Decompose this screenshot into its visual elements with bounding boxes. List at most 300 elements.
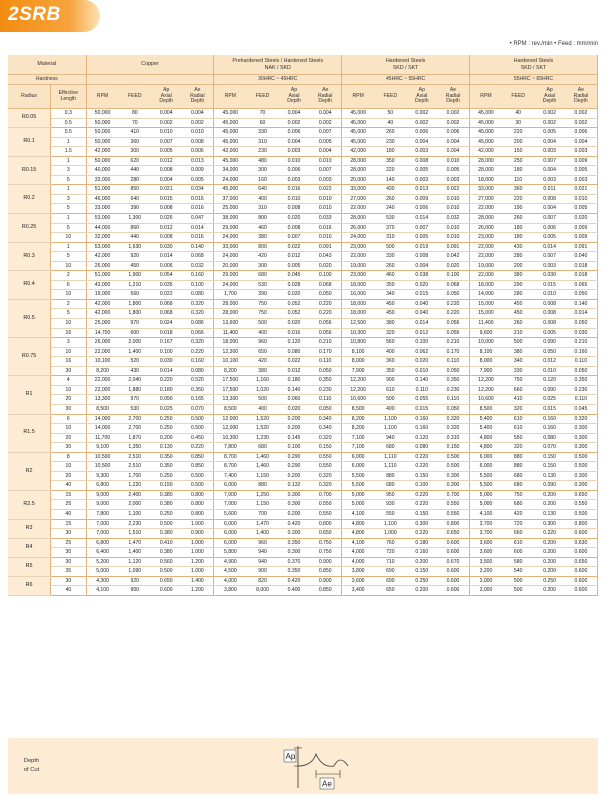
value-cell: 0.250 (151, 414, 181, 424)
radius-cell: R1 (8, 376, 51, 414)
value-cell: 22,000 (342, 252, 374, 262)
value-cell: 22,000 (469, 252, 501, 262)
value-cell: 4,800 (469, 443, 501, 453)
value-cell: 50,000 (86, 156, 118, 166)
value-cell: 0.030 (151, 242, 181, 252)
table-row (8, 414, 598, 424)
value-cell: 0.090 (534, 481, 564, 491)
value-cell: 0.015 (407, 404, 437, 414)
value-cell: 500 (502, 576, 534, 586)
value-cell: 320 (374, 328, 406, 338)
material-hardness: 45HRC ~ 55HRC (342, 75, 470, 85)
column-header: RPM (342, 85, 374, 109)
value-cell: 23,000 (469, 233, 501, 243)
length-cell: 20 (51, 395, 87, 405)
value-cell: 0.045 (565, 404, 598, 414)
table-row (8, 156, 598, 166)
value-cell: 0.008 (534, 309, 564, 319)
value-cell: 0.014 (407, 319, 437, 329)
value-cell: 920 (119, 252, 151, 262)
value-cell: 1,110 (374, 462, 406, 472)
value-cell: 0.100 (181, 280, 213, 290)
value-cell: 360 (119, 137, 151, 147)
value-cell: 0.040 (407, 299, 437, 309)
material-name: Hardened Steels SKD / SKT (469, 55, 597, 75)
value-cell: 3,000 (469, 586, 501, 596)
value-cell: 5,400 (469, 424, 501, 434)
value-cell: 650 (246, 347, 278, 357)
value-cell: 0.650 (565, 557, 598, 567)
value-cell: 0.054 (151, 271, 181, 281)
table-row (8, 223, 598, 233)
value-cell: 1,460 (246, 452, 278, 462)
value-cell: 0.350 (181, 385, 213, 395)
value-cell: 0.010 (565, 194, 598, 204)
value-cell: 0.043 (309, 252, 341, 262)
table-row (8, 395, 598, 405)
value-cell: 0.090 (151, 395, 181, 405)
value-cell: 0.750 (309, 538, 341, 548)
value-cell: 0.800 (181, 509, 213, 519)
value-cell: 1,800 (119, 309, 151, 319)
value-cell: 0.100 (309, 271, 341, 281)
value-cell: 220 (502, 128, 534, 138)
value-cell: 7,900 (342, 366, 374, 376)
value-cell: 0.600 (437, 586, 469, 596)
value-cell: 610 (502, 424, 534, 434)
table-row (8, 538, 598, 548)
radius-cell: R0.4 (8, 271, 51, 300)
value-cell: 50 (374, 109, 406, 119)
value-cell: 18,000 (342, 299, 374, 309)
value-cell: 10,100 (214, 357, 246, 367)
value-cell: 28,000 (342, 214, 374, 224)
value-cell: 0.006 (279, 128, 309, 138)
value-cell: 6,000 (214, 519, 246, 529)
value-cell: 0.008 (534, 299, 564, 309)
depth-of-cut-label: Depth of Cut (23, 758, 40, 773)
value-cell: 28,000 (469, 214, 501, 224)
value-cell: 340 (502, 357, 534, 367)
value-cell: 0.015 (534, 404, 564, 414)
value-cell: 0.900 (309, 576, 341, 586)
value-cell: 750 (502, 376, 534, 386)
value-cell: 660 (502, 529, 534, 539)
value-cell: 11,700 (86, 433, 118, 443)
radius-cell: R0.2 (8, 185, 51, 214)
value-cell: 0.150 (534, 452, 564, 462)
value-cell: 0.160 (407, 548, 437, 558)
value-cell: 0.002 (181, 118, 213, 128)
material-hardness (86, 75, 214, 85)
length-cell: 10 (51, 347, 87, 357)
value-cell: 680 (374, 481, 406, 491)
value-cell: 12,200 (469, 385, 501, 395)
value-cell: 0.009 (565, 156, 598, 166)
value-cell: 0.600 (437, 576, 469, 586)
value-cell: 0.160 (181, 357, 213, 367)
value-cell: 940 (246, 557, 278, 567)
value-cell: 0.800 (309, 519, 341, 529)
length-cell: 30 (51, 443, 87, 453)
value-cell: 200 (502, 261, 534, 271)
value-cell: 0.008 (534, 319, 564, 329)
value-cell: 320 (502, 404, 534, 414)
value-cell: 8,500 (342, 404, 374, 414)
radius-cell: R0.3 (8, 242, 51, 271)
table-row (8, 443, 598, 453)
column-header: Ap Axial Depth (534, 85, 564, 109)
value-cell: 2,700 (119, 424, 151, 434)
value-cell: 0.010 (437, 156, 469, 166)
value-cell: 260 (502, 214, 534, 224)
table-row (8, 194, 598, 204)
value-cell: 3,000 (469, 576, 501, 586)
value-cell: 0.052 (279, 299, 309, 309)
value-cell: 26,000 (469, 223, 501, 233)
value-cell: 0.150 (407, 567, 437, 577)
value-cell: 970 (119, 395, 151, 405)
value-cell: 10,600 (342, 395, 374, 405)
value-cell: 0.002 (437, 109, 469, 119)
value-cell: 0.520 (181, 376, 213, 386)
value-cell: 2,000 (119, 500, 151, 510)
value-cell: 880 (502, 452, 534, 462)
value-cell: 8,500 (469, 404, 501, 414)
value-cell: 9,300 (86, 471, 118, 481)
value-cell: 42,000 (342, 147, 374, 157)
value-cell: 27,000 (469, 194, 501, 204)
value-cell: 0.007 (279, 233, 309, 243)
table-row (8, 109, 598, 119)
value-cell: 0.320 (309, 433, 341, 443)
value-cell: 0.003 (407, 175, 437, 185)
value-cell: 22,000 (469, 242, 501, 252)
value-cell: 0.700 (309, 490, 341, 500)
value-cell: 42,000 (86, 147, 118, 157)
value-cell: 0.300 (279, 500, 309, 510)
value-cell: 0.167 (151, 338, 181, 348)
value-cell: 0.010 (534, 366, 564, 376)
value-cell: 0.450 (181, 433, 213, 443)
value-cell: 0.300 (534, 519, 564, 529)
length-cell: 10 (51, 424, 87, 434)
value-cell: 0.560 (151, 557, 181, 567)
length-cell: 10 (51, 233, 87, 243)
value-cell: 0.320 (437, 414, 469, 424)
value-cell: 9,000 (86, 500, 118, 510)
value-cell: 0.200 (534, 586, 564, 596)
value-cell: 8,500 (86, 404, 118, 414)
value-cell: 0.110 (565, 357, 598, 367)
value-cell: 0.091 (565, 242, 598, 252)
length-header: Effective Length (51, 85, 87, 109)
value-cell: 0.005 (565, 166, 598, 176)
value-cell: 3,500 (469, 557, 501, 567)
value-cell: 0.110 (407, 385, 437, 395)
value-cell: 0.850 (309, 586, 341, 596)
column-header: Ap Axial Depth (407, 85, 437, 109)
radius-cell: R4 (8, 538, 51, 557)
length-cell: 30 (51, 557, 87, 567)
value-cell: 0.025 (151, 404, 181, 414)
value-cell: 0.200 (407, 557, 437, 567)
value-cell: 450 (374, 299, 406, 309)
value-cell: 180 (502, 223, 534, 233)
value-cell: 430 (502, 242, 534, 252)
value-cell: 0.008 (279, 204, 309, 214)
value-cell: 10,500 (86, 452, 118, 462)
value-cell: 420 (502, 509, 534, 519)
value-cell: 8,100 (469, 347, 501, 357)
value-cell: 380 (374, 319, 406, 329)
value-cell: 750 (246, 299, 278, 309)
value-cell: 680 (374, 443, 406, 453)
value-cell: 0.052 (279, 309, 309, 319)
length-cell: 0.5 (51, 128, 87, 138)
length-cell: 16 (51, 328, 87, 338)
value-cell: 900 (246, 567, 278, 577)
value-cell: 0.004 (407, 137, 437, 147)
value-cell: 0.012 (151, 223, 181, 233)
value-cell: 32,000 (86, 233, 118, 243)
value-cell: 17,500 (214, 376, 246, 386)
value-cell: 0.010 (534, 290, 564, 300)
value-cell: 3,400 (342, 586, 374, 596)
value-cell: 0.300 (279, 490, 309, 500)
table-body (8, 109, 598, 596)
value-cell: 0.045 (279, 271, 309, 281)
value-cell: 0.140 (181, 242, 213, 252)
value-cell: 0.028 (279, 280, 309, 290)
length-cell: 15 (51, 519, 87, 529)
value-cell: 0.320 (309, 471, 341, 481)
value-cell: 0.320 (181, 309, 213, 319)
value-cell: 8,000 (342, 357, 374, 367)
value-cell: 0.004 (151, 109, 181, 119)
value-cell: 420 (246, 357, 278, 367)
value-cell: 450 (119, 261, 151, 271)
value-cell: 19,000 (86, 290, 118, 300)
value-cell: 380 (246, 233, 278, 243)
value-cell: 0.008 (279, 223, 309, 233)
value-cell: 0.800 (437, 519, 469, 529)
value-cell: 0.200 (279, 414, 309, 424)
table-row (8, 137, 598, 147)
value-cell: 210 (502, 328, 534, 338)
length-cell: 2 (51, 299, 87, 309)
value-cell: 13,300 (86, 395, 118, 405)
value-cell: 0.013 (407, 185, 437, 195)
value-cell: 200 (502, 137, 534, 147)
value-cell: 1,100 (374, 414, 406, 424)
value-cell: 4,000 (342, 557, 374, 567)
value-cell: 0.025 (534, 395, 564, 405)
value-cell: 45,000 (214, 137, 246, 147)
value-cell: 560 (374, 338, 406, 348)
value-cell: 0.250 (151, 509, 181, 519)
value-cell: 0.018 (565, 261, 598, 271)
value-cell: 50,000 (86, 109, 118, 119)
value-cell: 230 (246, 147, 278, 157)
value-cell: 500 (502, 586, 534, 596)
value-cell: 0.015 (407, 290, 437, 300)
value-cell: 0.550 (309, 452, 341, 462)
value-cell: 6,000 (342, 452, 374, 462)
value-cell: 1,100 (374, 424, 406, 434)
value-cell: 45,000 (214, 156, 246, 166)
value-cell: 0.110 (437, 357, 469, 367)
length-cell: 10 (51, 261, 87, 271)
value-cell: 360 (502, 185, 534, 195)
value-cell: 0.110 (565, 395, 598, 405)
length-cell: 30 (51, 366, 87, 376)
value-cell: 1,520 (246, 414, 278, 424)
value-cell: 300 (246, 261, 278, 271)
value-cell: 550 (502, 433, 534, 443)
value-cell: 2,400 (119, 490, 151, 500)
value-cell: 7,800 (86, 509, 118, 519)
value-cell: 0.006 (437, 128, 469, 138)
value-cell: 0.350 (565, 376, 598, 386)
value-cell: 400 (246, 328, 278, 338)
table-row (8, 376, 598, 386)
value-cell: 0.350 (309, 376, 341, 386)
value-cell: 0.500 (181, 471, 213, 481)
value-cell: 0.019 (407, 242, 437, 252)
value-cell: 0.020 (407, 357, 437, 367)
value-cell: 0.006 (407, 204, 437, 214)
value-cell: 0.047 (181, 214, 213, 224)
value-cell: 0.068 (309, 280, 341, 290)
value-cell: 4,000 (342, 548, 374, 558)
value-cell: 10,000 (469, 338, 501, 348)
value-cell: 1,800 (119, 299, 151, 309)
table-row (8, 366, 598, 376)
radius-cell: R0.15 (8, 156, 51, 185)
value-cell: 0.005 (437, 166, 469, 176)
value-cell: 0.900 (181, 529, 213, 539)
value-cell: 410 (119, 128, 151, 138)
value-cell: 0.002 (279, 118, 309, 128)
value-cell: 0.380 (151, 490, 181, 500)
value-cell: 0.850 (181, 462, 213, 472)
value-cell: 0.150 (407, 509, 437, 519)
value-cell: 0.110 (309, 395, 341, 405)
material-name: Copper (86, 55, 214, 75)
value-cell: 610 (374, 385, 406, 395)
value-cell: 45,000 (342, 109, 374, 119)
value-cell: 0.080 (181, 366, 213, 376)
value-cell: 0.600 (437, 538, 469, 548)
value-cell: 45,000 (214, 109, 246, 119)
value-cell: 28,000 (342, 166, 374, 176)
value-cell: 0.008 (151, 166, 181, 176)
value-cell: 0.220 (534, 529, 564, 539)
length-cell: 30 (51, 404, 87, 414)
value-cell: 10,100 (86, 357, 118, 367)
material-hardness: 30HRC ~ 45HRC (214, 75, 342, 85)
value-cell: 5,800 (214, 548, 246, 558)
value-cell: 1,400 (119, 548, 151, 558)
value-cell: 5,500 (469, 481, 501, 491)
value-cell: 42,000 (86, 309, 118, 319)
value-cell: 0.200 (534, 538, 564, 548)
value-cell: 800 (246, 214, 278, 224)
value-cell: 0.018 (565, 271, 598, 281)
value-cell: 5,500 (342, 471, 374, 481)
value-cell: 0.006 (279, 166, 309, 176)
header-columns-row (8, 85, 598, 109)
value-cell: 0.120 (407, 433, 437, 443)
value-cell: 2,510 (119, 462, 151, 472)
table-row (8, 271, 598, 281)
value-cell: 960 (246, 338, 278, 348)
value-cell: 350 (374, 366, 406, 376)
value-cell: 53,000 (86, 214, 118, 224)
value-cell: 0.670 (437, 557, 469, 567)
value-cell: 0.110 (309, 357, 341, 367)
value-cell: 0.500 (181, 424, 213, 434)
value-cell: 0.100 (407, 481, 437, 491)
value-cell: 0.320 (565, 414, 598, 424)
value-cell: 1,400 (246, 529, 278, 539)
value-cell: 0.010 (279, 194, 309, 204)
value-cell: 330 (246, 128, 278, 138)
value-cell: 690 (374, 567, 406, 577)
value-cell: 0.110 (437, 395, 469, 405)
value-cell: 1,120 (119, 557, 151, 567)
value-cell: 0.150 (437, 443, 469, 453)
value-cell: 4,900 (214, 557, 246, 567)
value-cell: 0.016 (181, 194, 213, 204)
value-cell: 800 (246, 242, 278, 252)
value-cell: 960 (246, 538, 278, 548)
table-row (8, 347, 598, 357)
value-cell: 46,000 (86, 194, 118, 204)
value-cell: 0.003 (534, 175, 564, 185)
value-cell: 27,000 (342, 194, 374, 204)
value-cell: 24,000 (214, 280, 246, 290)
value-cell: 0.230 (309, 385, 341, 395)
value-cell: 0.010 (437, 194, 469, 204)
value-cell: 0.002 (534, 118, 564, 128)
value-cell: 0.600 (565, 576, 598, 586)
value-cell: 29,000 (214, 223, 246, 233)
value-cell: 0.002 (309, 118, 341, 128)
value-cell: 0.012 (407, 328, 437, 338)
value-cell: 0.003 (565, 175, 598, 185)
length-cell: 10 (51, 462, 87, 472)
value-cell: 0.340 (309, 424, 341, 434)
value-cell: 0.132 (279, 481, 309, 491)
value-cell: 10,600 (469, 395, 501, 405)
value-cell: 0.006 (151, 261, 181, 271)
value-cell: 0.010 (279, 156, 309, 166)
value-cell: 0.350 (279, 567, 309, 577)
value-cell: 0.020 (279, 214, 309, 224)
value-cell: 380 (502, 347, 534, 357)
value-cell: 0.004 (534, 166, 564, 176)
value-cell: 3,800 (214, 586, 246, 596)
value-cell: 0.012 (534, 357, 564, 367)
value-cell: 0.040 (407, 309, 437, 319)
value-cell: 900 (374, 376, 406, 386)
column-header: Ae Radial Depth (565, 85, 598, 109)
value-cell: 3,600 (469, 548, 501, 558)
cutting-conditions-table (8, 55, 598, 596)
value-cell: 1,880 (119, 385, 151, 395)
